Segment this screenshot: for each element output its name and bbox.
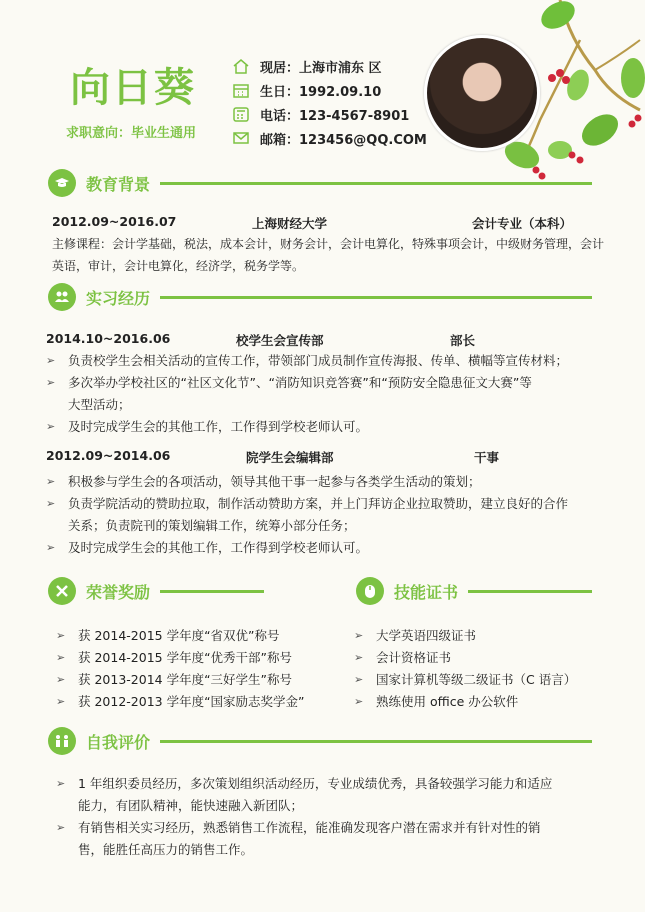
skills-list	[354, 625, 624, 713]
arrow-icon: ➢	[354, 695, 364, 708]
arrow-icon: ➢	[46, 475, 56, 488]
contact-address	[232, 54, 427, 78]
job-org: 校学生会宣传部	[236, 333, 324, 348]
list-item: ➢ 负责校学生会相关活动的宣传工作，带领部门成员制作宣传海报、传单、横幅等宣传材料；	[46, 350, 606, 372]
arrow-icon: ➢	[46, 497, 56, 510]
education-title: 教育背景	[86, 174, 151, 194]
contact-address-text: 现居：上海市浦东 区	[260, 60, 382, 76]
self-eval-title: 自我评价	[86, 732, 151, 752]
job-duties	[46, 471, 606, 559]
job-role: 干事	[474, 450, 500, 465]
graduation-cap-icon	[48, 169, 76, 197]
list-item: ➢ 大学英语四级证书	[354, 625, 624, 647]
internship-title: 实习经历	[86, 288, 151, 308]
honors-list	[56, 625, 336, 713]
education-major: 会计专业（本科）	[472, 216, 573, 231]
phone-icon	[232, 106, 250, 122]
education-school: 上海财经大学	[252, 216, 328, 231]
arrow-icon: ➢	[56, 821, 66, 834]
honors-title: 荣誉奖励	[86, 582, 151, 602]
contact-email	[232, 126, 427, 150]
list-item: ➢ 国家计算机等级二级证书（C 语言）	[354, 669, 624, 691]
mail-icon	[232, 130, 250, 146]
self-eval-header	[48, 727, 592, 755]
job-date: 2014.10~2016.06	[46, 331, 171, 346]
internship-header	[48, 283, 592, 311]
section-divider	[160, 296, 592, 299]
name-title: 向日葵	[70, 65, 196, 111]
arrow-icon: ➢	[56, 651, 66, 664]
education-courses	[52, 233, 612, 277]
list-item: ➢ 1 年组织委员经历，多次策划组织活动经历，专业成绩优秀，具备较强学习能力和适应	[56, 773, 596, 795]
family-icon	[48, 727, 76, 755]
profile-photo	[424, 35, 540, 151]
arrow-icon: ➢	[56, 673, 66, 686]
arrow-icon: ➢	[56, 695, 66, 708]
list-item: ➢ 及时完成学生会的其他工作，工作得到学校老师认可。	[46, 416, 606, 438]
people-icon	[48, 283, 76, 311]
list-item: ➢ 及时完成学生会的其他工作，工作得到学校老师认可。	[46, 537, 606, 559]
section-divider	[160, 182, 592, 185]
list-item: 关系；负责院刊的策划编辑工作，统筹小部分任务；	[68, 518, 356, 533]
section-divider	[160, 740, 592, 743]
section-divider	[468, 590, 592, 593]
job-org: 院学生会编辑部	[246, 450, 334, 465]
contact-phone	[232, 102, 427, 126]
self-eval-list	[56, 773, 596, 861]
arrow-icon: ➢	[46, 376, 56, 389]
job-role: 部长	[450, 333, 476, 348]
courses-line: 主修课程：会计学基础，税法，成本会计，财务会计，会计电算化，特殊事项会计，中级财务管理，会计	[52, 237, 605, 251]
contact-info	[232, 54, 427, 150]
list-item: ➢ 获 2014-2015 学年度“优秀干部”称号	[56, 647, 336, 669]
contact-phone-text: 电话：123-4567-8901	[260, 108, 410, 124]
list-item: ➢ 获 2012-2013 学年度“国家励志奖学金”	[56, 691, 336, 713]
arrow-icon: ➢	[46, 420, 56, 433]
list-item: ➢ 获 2013-2014 学年度“三好学生”称号	[56, 669, 336, 691]
arrow-icon: ➢	[56, 629, 66, 642]
arrow-icon: ➢	[354, 629, 364, 642]
contact-birthday	[232, 78, 427, 102]
education-row	[52, 214, 592, 232]
list-item: 大型活动；	[68, 397, 131, 412]
arrow-icon: ➢	[46, 354, 56, 367]
contact-email-text: 邮箱：123456@QQ.COM	[260, 132, 427, 148]
honors-header	[48, 577, 264, 605]
list-item: 能力，有团队精神，能快速融入新团队；	[78, 798, 304, 813]
arrow-icon: ➢	[354, 673, 364, 686]
list-item: ➢ 会计资格证书	[354, 647, 624, 669]
list-item: ➢ 熟练使用 office 办公软件	[354, 691, 624, 713]
home-icon	[232, 58, 250, 74]
courses-line: 英语，审计，会计电算化，经济学，税务学等。	[52, 259, 305, 273]
calendar-icon	[232, 82, 250, 98]
contact-birthday-text: 生日：1992.09.10	[260, 84, 382, 100]
tools-icon	[48, 577, 76, 605]
job-row	[46, 448, 606, 466]
list-item: ➢ 负责学院活动的赞助拉取，制作活动赞助方案，并上门拜访企业拉取赞助，建立良好的合作	[46, 493, 606, 515]
arrow-icon: ➢	[354, 651, 364, 664]
skills-header	[356, 577, 592, 605]
list-item: ➢ 有销售相关实习经历，熟悉销售工作流程，能准确发现客户潜在需求并有针对性的销	[56, 817, 596, 839]
skills-title: 技能证书	[394, 582, 459, 602]
job-row	[46, 331, 606, 349]
arrow-icon: ➢	[56, 777, 66, 790]
list-item: ➢ 积极参与学生会的各项活动，领导其他干事一起参与各类学生活动的策划；	[46, 471, 606, 493]
job-date: 2012.09~2014.06	[46, 448, 171, 463]
section-divider	[160, 590, 264, 593]
arrow-icon: ➢	[46, 541, 56, 554]
job-intent: 求职意向：毕业生通用	[66, 126, 197, 141]
list-item: 售，能胜任高压力的销售工作。	[78, 842, 254, 857]
mouse-icon	[356, 577, 384, 605]
list-item: ➢ 获 2014-2015 学年度“省双优”称号	[56, 625, 336, 647]
education-header	[48, 169, 592, 197]
education-date: 2012.09~2016.07	[52, 214, 177, 229]
job-duties	[46, 350, 606, 438]
list-item: ➢ 多次举办学校社区的“社区文化节”、“消防知识竞答赛”和“预防安全隐患征文大赛”等	[46, 372, 606, 394]
